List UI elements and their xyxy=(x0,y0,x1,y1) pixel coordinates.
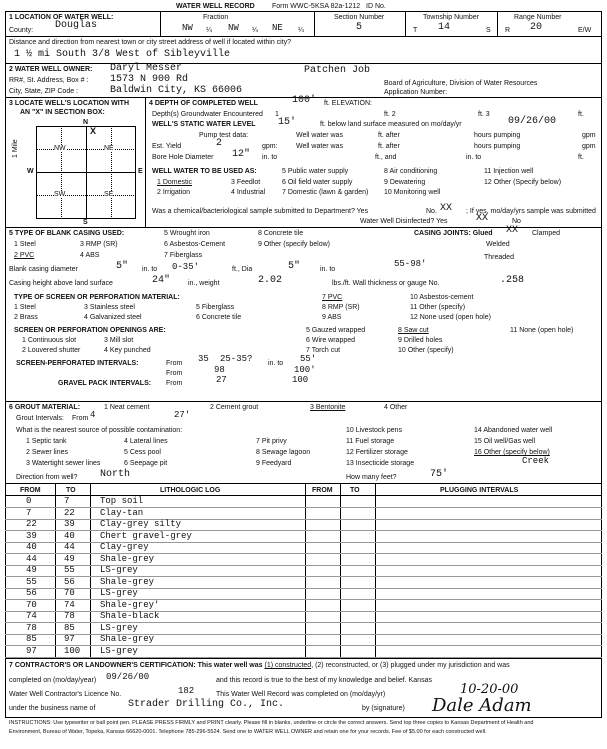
signature: Dale Adam xyxy=(432,695,532,716)
log-lithology: LS-grey xyxy=(100,565,138,575)
table-row-divider xyxy=(5,622,602,623)
casing-to-1: 0-35' xyxy=(172,262,200,272)
section-label: Section Number xyxy=(334,14,385,21)
distance-label: Distance and direction from nearest town or city street address of well if located within city? xyxy=(9,39,292,46)
log-from: 97 xyxy=(26,645,37,656)
log-lithology: Clay-grey silty xyxy=(100,519,182,529)
screen-to-1: 55' xyxy=(300,354,317,364)
addr-value: 1573 N 900 Rd xyxy=(110,74,189,85)
completion-date: 09/26/00 xyxy=(106,672,150,682)
table-row-divider xyxy=(5,565,602,566)
use-domestic: 1 Domestic xyxy=(157,179,193,186)
log-to: 22 xyxy=(64,507,75,518)
distance-value: 1 ½ mi South 3/8 West of Sibleyville xyxy=(14,49,231,60)
log-lithology: Clay-tan xyxy=(100,507,144,518)
casing-diameter: 5" xyxy=(116,261,129,272)
screen-from-2: 98 xyxy=(214,365,225,375)
s4-label: 4 DEPTH OF COMPLETED WELL xyxy=(149,100,258,107)
log-lithology: Shale-grey xyxy=(100,553,155,564)
fraction-3: NE xyxy=(272,23,283,33)
log-to: 97 xyxy=(64,634,75,644)
table-row-divider xyxy=(5,519,602,520)
log-to: 85 xyxy=(64,622,75,633)
log-lithology: LS-grey xyxy=(100,622,138,633)
log-to: 44 xyxy=(64,542,75,552)
county-label: County: xyxy=(9,27,34,34)
screen-pvc: 7 PVC xyxy=(322,294,343,301)
log-to: 40 xyxy=(64,530,75,541)
log-from: 49 xyxy=(26,565,37,575)
app-label: Application Number: xyxy=(384,89,448,96)
log-from: 39 xyxy=(26,530,37,541)
direction-value: North xyxy=(100,469,131,480)
job-name: Patchen Job xyxy=(304,65,371,76)
casing-weight: 2.02 xyxy=(258,275,283,286)
owner-name: Daryl Messer xyxy=(110,63,183,74)
log-from: 85 xyxy=(26,634,37,644)
static-level: 15' xyxy=(278,117,297,128)
s1-label: 1 LOCATION OF WATER WELL: xyxy=(9,14,114,21)
screen-to-2: 100' xyxy=(294,365,316,375)
depth-value: 100' xyxy=(292,95,317,106)
yield-value: 2 xyxy=(216,138,223,149)
log-from: 70 xyxy=(26,599,37,610)
disinfected-yes: XX xyxy=(476,213,489,224)
col-plugging: PLUGGING INTERVALS xyxy=(440,487,519,494)
opening-saw-cut: 8 Saw cut xyxy=(398,327,429,334)
log-lithology: Shale-grey' xyxy=(100,599,160,610)
contamination-creek: Creek xyxy=(522,456,550,466)
static-date: 09/26/00 xyxy=(508,116,557,127)
addr-label: RR#, St. Address, Box # : xyxy=(9,77,89,84)
grout-bentonite: 3 Bentonite xyxy=(310,404,346,411)
footer-line-1: INSTRUCTIONS: Use typewriter or ball point pen. PLEASE PRESS FIRMLY and PRINT clearly. Please fill in blanks, underline or circle the correct answers. Send top three copies to Kansas Department of Health and xyxy=(9,720,534,726)
form-number: Form WWC-5 xyxy=(272,3,315,10)
form-title: WATER WELL RECORD xyxy=(176,3,255,10)
footer-line-2: Environment, Bureau of Water, Topeka, Kansas 66620-0001. Telephone 785-296-5524. Send one to WATER WELL OWNER and retain one for your records. Fee of $5.00 for each constructed well. xyxy=(9,729,487,735)
log-from: 78 xyxy=(26,622,37,633)
feet-value: 75' xyxy=(430,469,449,480)
log-lithology: Shale-grey xyxy=(100,634,155,644)
fraction-label: Fraction xyxy=(203,14,229,21)
joints-glued: XX xyxy=(506,225,519,236)
contamination-other: 16 Other (specify below) xyxy=(474,449,550,456)
fraction-2: NW xyxy=(228,23,239,33)
log-to: 56 xyxy=(64,576,75,587)
log-to: 55 xyxy=(64,565,75,575)
county-value: Douglas xyxy=(55,20,98,31)
log-to: 7 xyxy=(64,496,70,506)
col-plug-from: FROM xyxy=(312,487,333,494)
log-lithology: Top soil xyxy=(100,496,144,506)
log-from: 22 xyxy=(26,519,37,529)
s3-label: 3 LOCATE WELL'S LOCATION WITH xyxy=(9,100,130,107)
well-mark: X xyxy=(90,126,97,136)
table-row-divider xyxy=(5,588,602,589)
ksa: KSA 82a-1212 xyxy=(315,3,361,10)
license-no: 182 xyxy=(178,686,195,696)
table-row-divider xyxy=(5,576,602,577)
table-row-divider xyxy=(5,599,602,600)
log-to: 78 xyxy=(64,611,75,621)
log-lithology: Clay-grey xyxy=(100,542,149,552)
col-lithologic: LITHOLOGIC LOG xyxy=(160,487,221,494)
range-label: Range Number xyxy=(514,14,562,21)
log-lithology: Shale-black xyxy=(100,611,160,621)
log-from: 0 xyxy=(26,496,32,506)
id-label: ID No. xyxy=(366,3,386,10)
casing-pvc: 2 PVC xyxy=(14,252,35,259)
log-from: 40 xyxy=(26,542,37,552)
township-value: 14 xyxy=(438,22,451,33)
s3-label2: AN "X" IN SECTION BOX: xyxy=(20,109,105,116)
bore-value: 12" xyxy=(232,149,251,160)
business-name: Strader Drilling Co., Inc. xyxy=(128,699,285,710)
log-to: 49 xyxy=(64,553,75,564)
log-lithology: LS-grey xyxy=(100,588,138,598)
log-from: 7 xyxy=(26,507,32,518)
gravel-from: 27 xyxy=(216,375,227,385)
cert-constructed: (1) constructed xyxy=(264,662,312,669)
log-to: 74 xyxy=(64,599,75,610)
col-plug-to: TO xyxy=(350,487,360,494)
log-from: 44 xyxy=(26,553,37,564)
s6-label: 6 GROUT MATERIAL: xyxy=(9,404,81,411)
table-row-divider xyxy=(5,645,602,646)
casing-to-2: 55-98' xyxy=(394,259,427,269)
table-row-divider xyxy=(5,507,602,508)
record-date: 10-20-00 xyxy=(460,682,519,697)
casing-height: 24" xyxy=(152,275,171,286)
log-lithology: Shale-grey xyxy=(100,576,155,587)
log-from: 56 xyxy=(26,588,37,598)
s2-label: 2 WATER WELL OWNER: xyxy=(9,66,93,73)
section-value: 5 xyxy=(356,22,363,33)
log-from: 74 xyxy=(26,611,37,621)
log-to: 39 xyxy=(64,519,75,529)
gauge-value: .258 xyxy=(500,275,525,286)
grout-to: 27' xyxy=(174,410,191,420)
table-row-divider xyxy=(5,611,602,612)
log-to: 100 xyxy=(64,645,81,656)
screen-from-1: 35 xyxy=(198,354,209,364)
log-from: 55 xyxy=(26,576,37,587)
township-label: Township Number xyxy=(423,14,480,21)
chem-no: XX xyxy=(440,203,453,214)
col-to: TO xyxy=(66,487,76,494)
gravel-to: 100 xyxy=(292,375,309,385)
table-row-divider xyxy=(5,553,602,554)
table-row-divider xyxy=(5,634,602,635)
board: Board of Agriculture, Division of Water Resources xyxy=(384,80,538,87)
city-value: Baldwin City, KS 66006 xyxy=(110,85,243,96)
col-from: FROM xyxy=(20,487,41,494)
grout-from: 4 xyxy=(90,410,96,420)
table-row-divider xyxy=(5,542,602,543)
range-value: 20 xyxy=(530,22,543,33)
log-lithology: Chert gravel-grey xyxy=(100,530,192,541)
log-to: 70 xyxy=(64,588,75,598)
city-label: City, State, ZIP Code : xyxy=(9,88,78,95)
fraction-1: NW xyxy=(182,23,193,33)
table-row-divider xyxy=(5,530,602,531)
s5-label: 5 TYPE OF BLANK CASING USED: xyxy=(9,230,125,237)
log-lithology: LS-grey xyxy=(100,645,138,656)
